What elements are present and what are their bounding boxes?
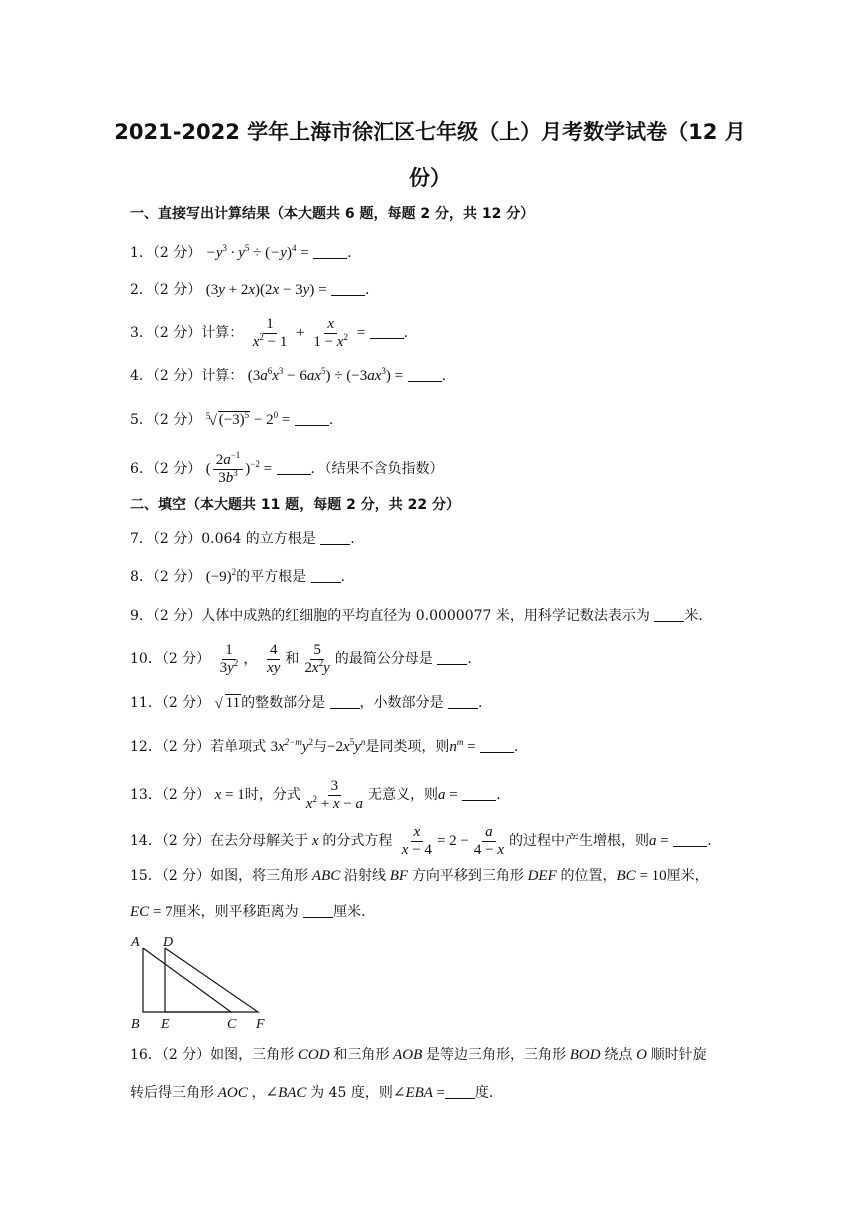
q16-text: 如图，三角形 (210, 1047, 295, 1063)
question-6 (130, 452, 444, 487)
q9-text: 人体中成熟的红细胞的平均直径为 0.0000077 米，用科学记数法表示为 (201, 608, 650, 624)
q15-text: 方向平移到三角形 (411, 868, 524, 884)
label-d: D (163, 935, 174, 950)
q8-expression: $(-9)^2$ (205, 567, 237, 585)
q5-expression: 5 √ $(-3)^5 - 2^0$ = (205, 410, 291, 429)
translation-figure (128, 932, 278, 1032)
question-number: 14．（2 分） (130, 832, 211, 849)
question-10: 10．（2 分） $\frac{1}{3y^2}$ ， $\frac{4}{xy}$ 和 $\frac{5}{2x^2y}$ 的最简公分母是 . (130, 642, 472, 676)
calc-label: 计算： (201, 324, 244, 341)
q11-expression: √ 11 (214, 695, 241, 712)
answer-blank[interactable] (313, 246, 347, 259)
q15-text: 厘米，则平移距离为 (172, 904, 299, 920)
q6-note: ．（结果不含负指数） (310, 460, 444, 477)
q16-text: 度． (474, 1085, 503, 1101)
q12-expression-a: $3x^{2-m}y^2$ (270, 737, 314, 755)
q12-text-c: 是同类项，则 (365, 739, 450, 755)
q11-text-a: 的整数部分是 (241, 695, 326, 711)
q14-equation: $\frac{x}{x - 4}$ = 2 − $\frac{a}{4 - x}$ (401, 824, 504, 858)
q4-expression: $(3a^6x^3 - 6ax^5) \div (-3ax^3)$ = (247, 366, 404, 384)
question-11: 11．（2 分） √ 11的整数部分是 ，小数部分是 . (130, 695, 483, 712)
question-number: 6．（2 分） (130, 460, 202, 477)
q10-and: 和 (285, 650, 300, 667)
triangle-abc (143, 948, 231, 1012)
answer-blank[interactable] (277, 462, 311, 475)
exam-title-line1: 2021-2022 学年上海市徐汇区七年级（上）月考数学试卷（12 月 (114, 120, 746, 144)
answer-blank[interactable] (654, 609, 684, 622)
answer-blank[interactable] (462, 788, 496, 801)
q14-text-b: 的分式方程 (322, 832, 393, 849)
q11-text-b: ，小数部分是 (359, 695, 444, 711)
q16-text: 绕点 (604, 1047, 633, 1063)
question-12: 12．（2 分）若单项式 $3x^{2-m}y^2$与$-2x^5y^n$是同类项，则$n^m$ = . (130, 737, 519, 755)
answer-blank[interactable] (330, 696, 360, 709)
question-number: 9．（2 分） (130, 608, 202, 624)
answer-blank[interactable] (480, 740, 514, 753)
q13-condition: x = 1 (214, 786, 245, 803)
answer-blank[interactable] (320, 532, 350, 545)
q15-text: 的位置， (560, 868, 617, 884)
q16-text: 为 45 度，则 (310, 1085, 393, 1101)
question-number: 16．（2 分） (130, 1047, 211, 1063)
question-number: 7．（2 分） (130, 531, 202, 547)
q13-text-b: 无意义，则 (368, 786, 439, 803)
label-a: A (131, 935, 140, 950)
question-15-line2: EC = 7厘米，则平移距离为 厘米． (130, 904, 376, 920)
q15-text: 沿射线 (344, 868, 387, 884)
answer-blank[interactable] (311, 570, 341, 583)
question-8: 8．（2 分） $(-9)^2$的平方根是 . (130, 567, 346, 585)
question-16-line2: 转后得三角形 AOC ，∠BAC 为 45 度，则∠EBA = 度． (130, 1085, 503, 1101)
question-number: 5．（2 分） (130, 412, 202, 428)
q13-fraction: $\frac{3}{x^2 + x - a}$ (305, 778, 364, 812)
calc-label: 计算： (201, 368, 244, 384)
question-16-line1: 16．（2 分）如图，三角形 COD 和三角形 AOB 是等边三角形，三角形 BOD 绕点 O 顺时针旋 (130, 1047, 707, 1063)
answer-blank[interactable] (408, 369, 442, 382)
q12-expression-b: $-2x^5y^n$ (327, 737, 366, 755)
q15-text: 如图，将三角形 (210, 868, 309, 884)
section-1-heading: 一、直接写出计算结果（本大题共 6 题，每题 2 分，共 12 分） (130, 206, 535, 222)
q16-text: 顺时针旋 (650, 1047, 707, 1063)
q8-text: 的平方根是 (236, 569, 307, 585)
question-3: 3．（2 分）计算： $\frac{1}{x^2 - 1}$ + $\frac{x}{1 - x^2}$ = . (130, 316, 409, 350)
q12-text-a: 若单项式 (210, 739, 267, 755)
q6-expression: ( $\frac{2a^{-1}}{3b^3}$ )$^{-2}$ = (205, 450, 273, 486)
triangle-def (165, 948, 258, 1012)
q13-text-a: 时，分式 (244, 786, 301, 803)
question-4: 4．（2 分）计算： $(3a^6x^3 - 6ax^5) \div (-3ax^3)$ = . (130, 366, 447, 384)
question-9 (130, 606, 712, 626)
q2-expression: (3y + 2x)(2x − 3y) = (205, 282, 327, 298)
question-number: 13．（2 分） (130, 786, 211, 803)
answer-blank[interactable] (445, 1086, 475, 1099)
question-1: 1．（2 分） $-y^3 \cdot y^5 \div (-y)^4$ = . (130, 243, 352, 261)
q14-text-c: 的过程中产生增根，则 (509, 832, 649, 849)
answer-blank[interactable] (331, 283, 365, 296)
label-f: F (256, 1017, 265, 1032)
q10-text: 的最简公分母是 (334, 650, 433, 667)
q3-expression: $\frac{1}{x^2 - 1}$ + $\frac{x}{1 - x^2}$ = (252, 316, 366, 350)
question-14: 14．（2 分）在去分母解关于 x 的分式方程 $\frac{x}{x - 4}$ = 2 − $\frac{a}{4 - x}$ 的过程中产生增根，则a = . (130, 824, 712, 858)
answer-blank[interactable] (448, 696, 478, 709)
question-number: 15．（2 分） (130, 868, 211, 884)
question-7: 7．（2 分）0.064 的立方根是 . (130, 531, 355, 547)
q16-text: 转后得三角形 (130, 1085, 214, 1101)
question-13: 13．（2 分） x = 1时，分式 $\frac{3}{x^2 + x - a}$ 无意义，则a = . (130, 778, 501, 812)
label-b: B (131, 1017, 140, 1032)
q16-text: 是等边三角形，三角形 (426, 1047, 567, 1063)
q7-text: 0.064 的立方根是 (201, 531, 316, 547)
q15-text: 厘米， (666, 868, 709, 884)
exam-title-line2: 份） (409, 166, 451, 190)
q16-text: ， (251, 1085, 266, 1101)
question-2: 2．（2 分） (3y + 2x)(2x − 3y) = . (130, 282, 370, 298)
answer-blank[interactable] (437, 652, 467, 665)
question-number: 11．（2 分） (130, 695, 211, 711)
q9-unit: 米． (684, 608, 713, 624)
q14-text-a: 在去分母解关于 (210, 832, 309, 849)
question-5: 5．（2 分） 5 √ $(-3)^5 - 2^0$ = . (130, 410, 334, 429)
answer-blank[interactable] (370, 326, 404, 339)
question-number: 8．（2 分） (130, 569, 202, 585)
q1-expression: $-y^3 \cdot y^5 \div (-y)^4$ = (205, 243, 309, 261)
question-number: 10．（2 分） (130, 650, 211, 667)
answer-blank[interactable] (673, 834, 707, 847)
question-number: 2．（2 分） (130, 282, 202, 298)
question-number: 1．（2 分） (130, 245, 202, 261)
label-c: C (227, 1017, 237, 1032)
q12-text-b: 与 (313, 739, 328, 755)
question-number: 12．（2 分） (130, 739, 211, 755)
answer-blank[interactable] (295, 413, 329, 426)
q10-expression: $\frac{1}{3y^2}$ ， $\frac{4}{xy}$ (219, 642, 281, 676)
section-2-heading: 二、填空（本大题共 11 题，每题 2 分，共 22 分） (130, 497, 460, 513)
question-number: 3．（2 分） (130, 324, 202, 341)
answer-blank[interactable] (303, 905, 333, 918)
question-15-line1: 15．（2 分）如图，将三角形 ABC 沿射线 BF 方向平移到三角形 DEF 的位置，BC = 10厘米， (130, 868, 709, 884)
label-e: E (161, 1017, 170, 1032)
q16-text: 和三角形 (333, 1047, 390, 1063)
q12-expression-c: $n^m$ = (449, 737, 476, 755)
question-number: 4．（2 分） (130, 368, 202, 384)
q15-text: 厘米． (333, 904, 376, 920)
